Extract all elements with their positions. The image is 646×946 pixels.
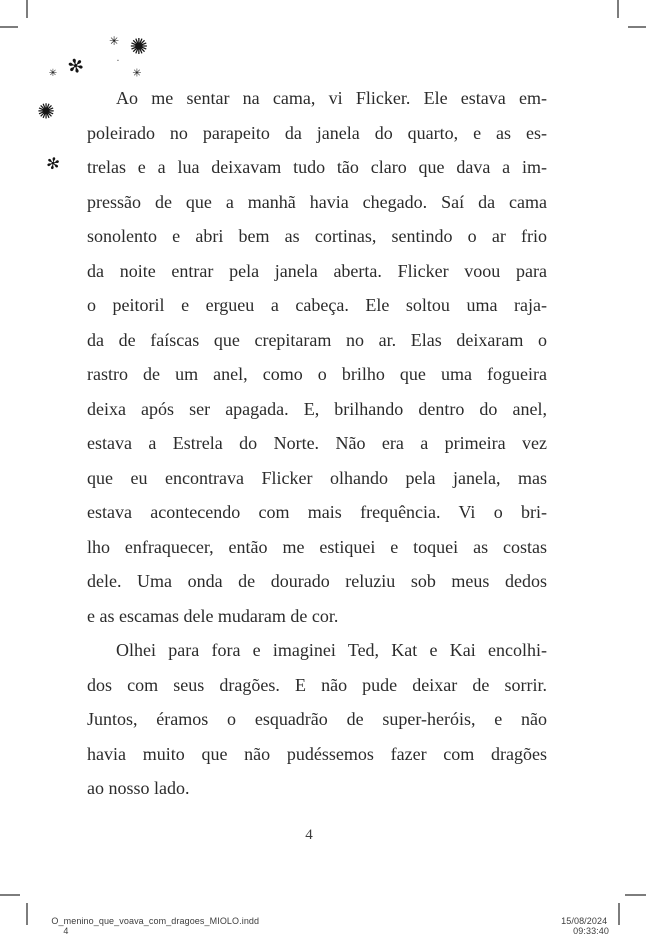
crop-mark-bottom-right-horizontal	[625, 894, 646, 896]
crop-mark-bottom-left-vertical	[26, 903, 28, 925]
footer-timestamp	[551, 906, 609, 946]
text-line: estava a Estrela do Norte. Não era a primeira vez	[87, 433, 547, 453]
text-line: Olhei para fora e imaginei Ted, Kat e Kai encolhi-	[116, 640, 547, 660]
text-line: dos com seus dragões. E não pude deixar de sorrir.	[87, 674, 547, 695]
text-line: deixa após ser apagada. E, brilhando dentro do anel,	[87, 398, 547, 419]
sparkle-dot-icon: ·	[116, 56, 120, 67]
footer-page-ref: 4	[63, 926, 69, 936]
crop-mark-top-right-horizontal	[628, 26, 646, 28]
crop-mark-top-right-vertical	[617, 0, 619, 18]
text-line: dele. Uma onda de dourado reluziu sob meus dedos	[87, 571, 547, 591]
body-text	[87, 81, 547, 806]
text-line: pressão de que a manhã havia chegado. Saí da cama	[87, 191, 547, 212]
text-line: Ao me sentar na cama, vi Flicker. Ele estava em-	[116, 88, 547, 108]
text-line: que eu encontrava Flicker olhando pela janela, mas	[87, 467, 547, 488]
footer-file-info	[41, 906, 259, 946]
text-line: da noite entrar pela janela aberta. Flicker voou para	[87, 260, 547, 281]
footer-filename: O_menino_que_voava_com_dragoes_MIOLO.indd	[51, 916, 260, 926]
text-line: trelas e a lua deixavam tudo tão claro que dava a im-	[87, 157, 547, 177]
crop-mark-bottom-left-horizontal	[0, 894, 20, 896]
footer-time: 09:33:40	[573, 926, 609, 936]
sparkle-small-icon: ✳	[108, 34, 120, 48]
text-line: havia muito que não pudéssemos fazer com dragões	[87, 743, 547, 764]
sparkle-forked-icon: ✻	[44, 152, 62, 175]
text-line: ao nosso lado.	[87, 778, 190, 798]
text-line: Juntos, éramos o esquadrão de super-heróis, e não	[87, 709, 547, 729]
text-line: o peitoril e ergueu a cabeça. Ele soltou uma raja-	[87, 295, 547, 315]
sparkle-small-icon: ✳	[48, 68, 58, 79]
crop-mark-bottom-right-vertical	[618, 903, 620, 925]
sparkle-forked-icon: ✻	[65, 53, 87, 80]
text-line: da de faíscas que crepitaram no ar. Elas deixaram o	[87, 329, 547, 350]
crop-mark-top-left-horizontal	[0, 26, 18, 28]
sparkle-burst-icon: ✺	[37, 99, 55, 124]
crop-mark-top-left-vertical	[26, 0, 28, 18]
sparkle-small-icon: ✳	[132, 66, 142, 80]
page-number: 4	[305, 827, 313, 843]
footer-date: 15/08/2024	[561, 916, 608, 926]
sparkle-burst-icon: ✺	[129, 35, 149, 60]
text-line: lho enfraquecer, então me estiquei e toquei as costas	[87, 536, 547, 557]
text-line: estava acontecendo com mais frequência. Vi o bri-	[87, 502, 547, 522]
text-line: rastro de um anel, como o brilho que uma fogueira	[87, 364, 547, 384]
text-line: sonolento e abri bem as cortinas, sentindo o ar frio	[87, 226, 547, 246]
text-line: poleirado no parapeito da janela do quarto, e as es-	[87, 122, 547, 143]
text-line: e as escamas dele mudaram de cor.	[87, 605, 339, 626]
